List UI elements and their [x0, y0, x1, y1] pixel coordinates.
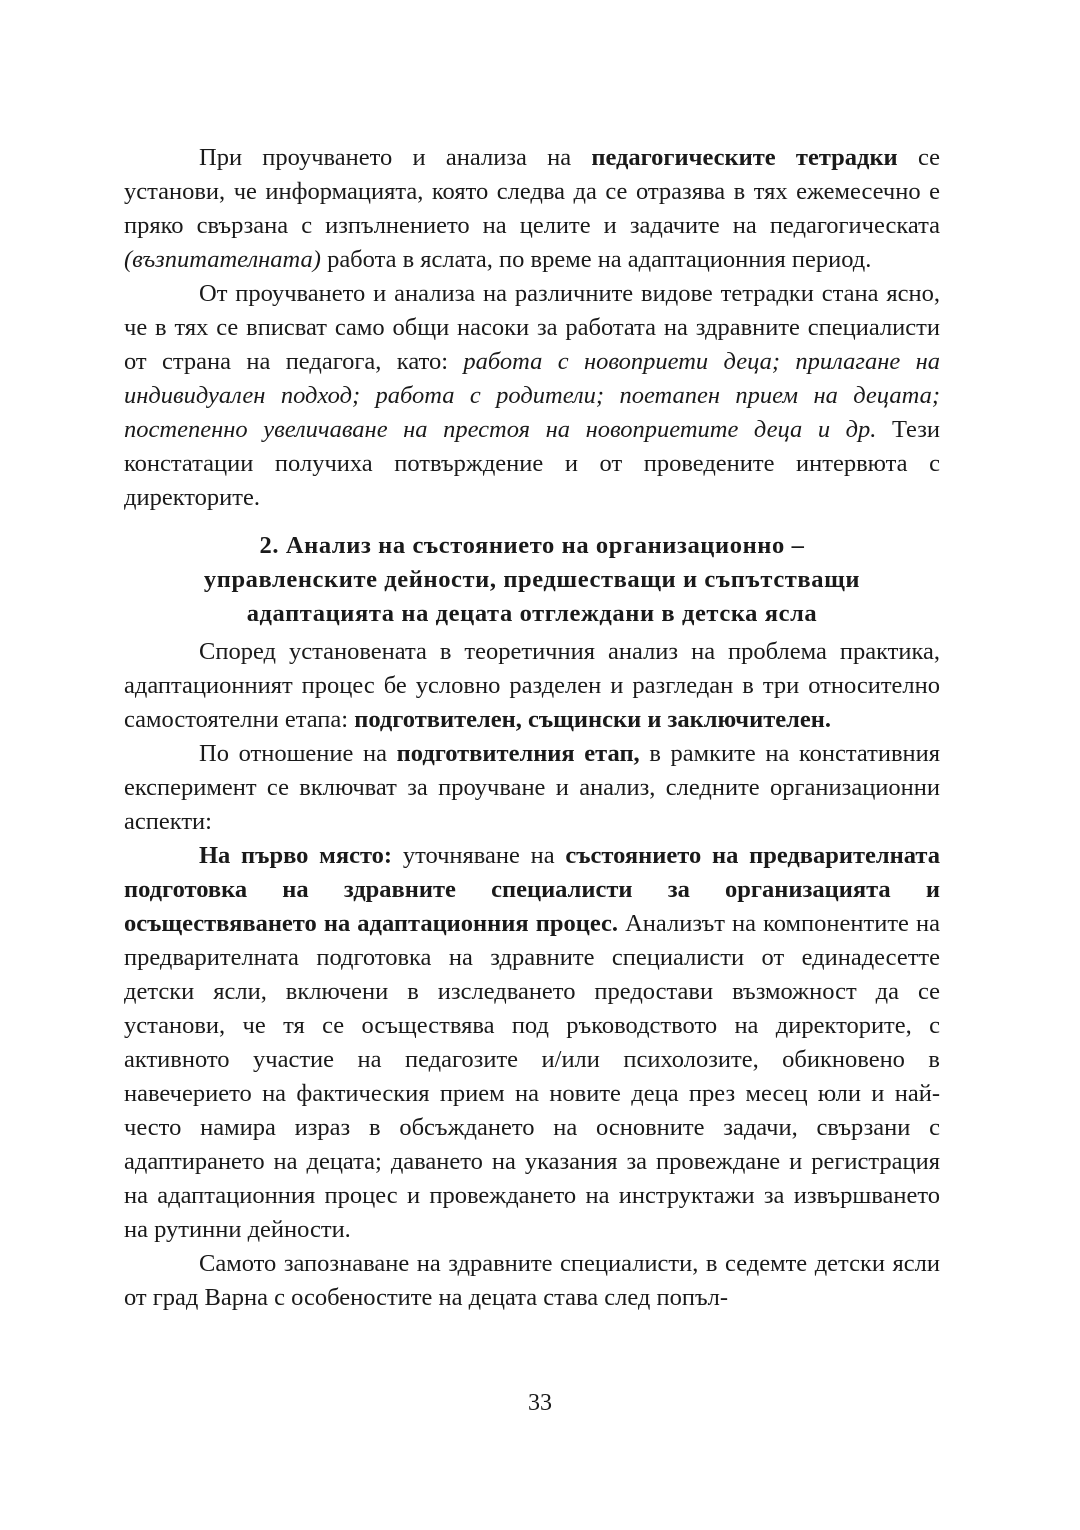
heading-line: адаптацията на децата отглеждани в детска ясла [246, 600, 818, 627]
body-text [124, 141, 940, 1315]
paragraph-first-place [124, 839, 940, 1247]
section-heading [124, 529, 940, 631]
text-run: в рамките на констативния експеримент се включват за проучване и анализ, следните организационни аспекти: [124, 740, 940, 835]
bold-run: състоянието на предварителната подготовка на здравните специалисти за организацията и осъществяването на адаптационния процес. [124, 842, 940, 937]
text-run: При проучването и анализа на [199, 144, 592, 171]
bold-run: подготвителния етап, [396, 740, 640, 767]
bold-run: подготвителен, същински и заключителен. [354, 706, 832, 733]
paragraph-notebook-types [124, 277, 940, 515]
bold-run: На първо място: [199, 842, 393, 869]
italic-run: работа с новоприети деца; прилагане на индивидуален подход; работа с родители; поетапен прием на децата; постепенно увеличаване на престоя на новоприетите деца и др. [124, 348, 941, 443]
text-run: Самото запознаване на здравните специалисти, в седемте детски ясли от град Варна с особеностите на децата става след попъл- [124, 1250, 940, 1311]
italic-run: (възпитателната) [124, 246, 321, 273]
paragraph-stages [124, 635, 940, 737]
paragraph-notebooks [124, 141, 940, 277]
text-run: Според установената в теоретичния анализ на проблема практика, адаптационният процес бе условно разделен и разгледан в три относително самостоятелни етапа: [124, 638, 940, 733]
text-run: уточняване на [392, 842, 566, 869]
paragraph-familiarization [124, 1247, 940, 1315]
text-run: От проучването и анализа на различните видове тетрадки стана ясно, че в тях се вписват само общи насоки за работата на здравните специалисти от страна на педагога, като: [124, 280, 940, 375]
text-run: Анализът на компонентите на предварителната подготовка на здравните специалисти от единадесетте детски ясли, включени в изследването предостави възможност да се установи, че тя се осъществява под ръководството на директорите, с активното участие на педагозите и/или психолозите, обикновено в навечерието на фактическия прием на новите деца през месец юли и най-често намира израз в обсъждането на основните задачи, свързани с адаптирането на децата; даването на указания за провеждане и регистрация на адаптационния процес и провеждането на инструктажи за извършването на рутинни дейности. [124, 910, 940, 1243]
heading-line: 2. Анализ на състоянието на организационно – [259, 532, 805, 559]
text-run: Тези констатации получиха потвърждение и от проведените интервюта с директорите. [124, 416, 940, 511]
text-run: се установи, че информацията, която следва да се отразява в тях ежемесечно е пряко свързана с изпълнението на целите и задачите на педагогическата [124, 144, 940, 239]
paragraph-preparatory [124, 737, 940, 839]
page-number: 33 [528, 1390, 552, 1416]
text-run: По отношение на [199, 740, 397, 767]
heading-line: управленските дейности, предшестващи и съпътстващи [203, 566, 861, 593]
text-run: работа в яслата, по време на адаптационния период. [320, 246, 872, 273]
bold-run: педагогическите тетрадки [591, 144, 898, 171]
